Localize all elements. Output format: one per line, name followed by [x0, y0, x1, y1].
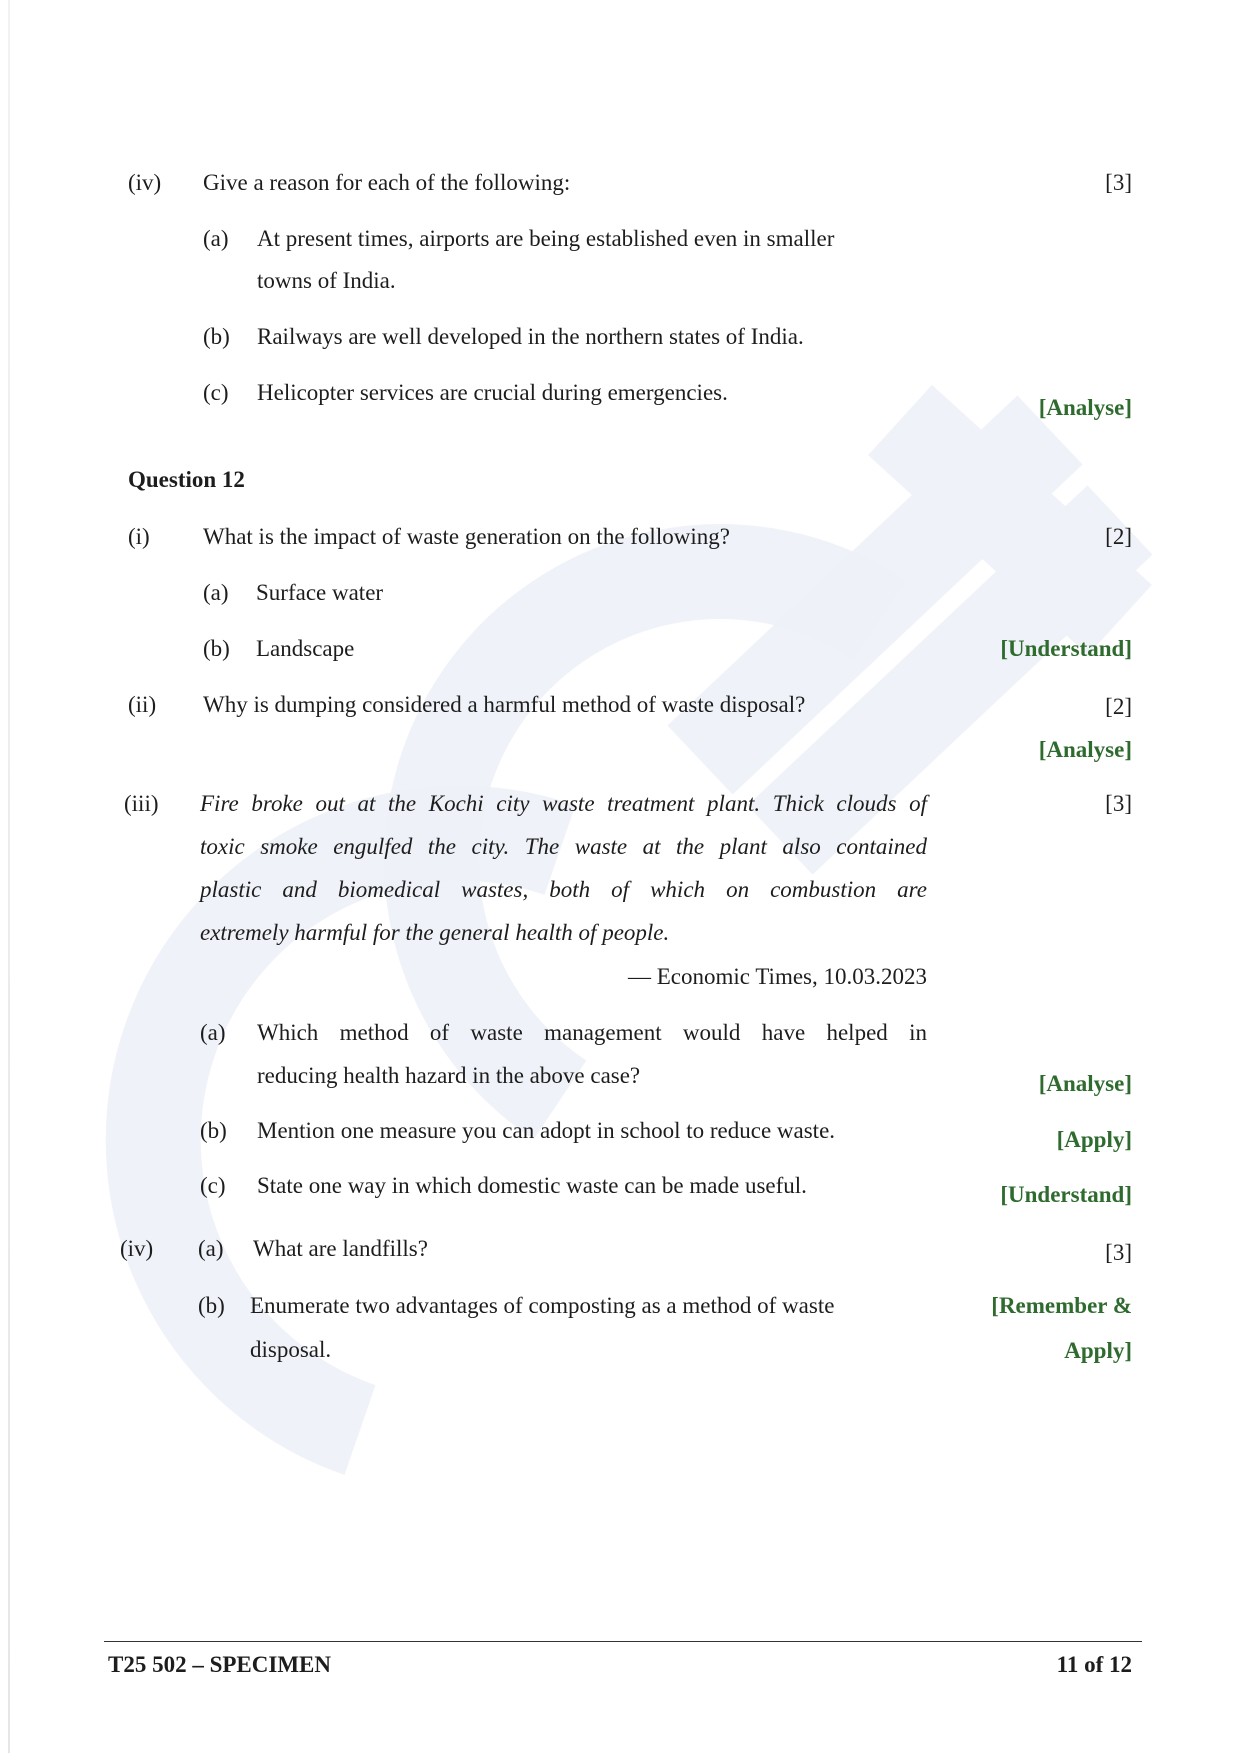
q12-iv-marks: [3] — [1105, 1240, 1132, 1265]
q12-iv-skill-tag-line1: [Remember & — [991, 1293, 1132, 1318]
q12-iii-c-text: State one way in which domestic waste can be made useful. — [257, 1173, 807, 1198]
q12-iii-marks: [3] — [1105, 791, 1132, 816]
q12-heading: Question 12 — [128, 467, 245, 492]
q12-i-question: What is the impact of waste generation on the following? — [203, 524, 730, 549]
q11-iv-a-line1: At present times, airports are being established even in smaller — [257, 226, 835, 251]
q12-ii-question: Why is dumping considered a harmful method of waste disposal? — [203, 692, 806, 717]
page-edge — [8, 0, 10, 1753]
q12-i-a-label: (a) — [203, 580, 229, 605]
q12-iii-c-skill-tag: [Understand] — [1000, 1182, 1132, 1207]
q12-iv-b-line1: Enumerate two advantages of composting as a method of waste — [250, 1293, 835, 1318]
q11-iv-skill-tag: [Analyse] — [1038, 395, 1132, 420]
q12-i-number: (i) — [128, 524, 150, 549]
q12-iv-a-label: (a) — [198, 1236, 224, 1261]
q12-iii-b-text: Mention one measure you can adopt in school to reduce waste. — [257, 1118, 836, 1143]
passage-source: — Economic Times, 10.03.2023 — [627, 964, 927, 989]
passage-line-2: toxic smoke engulfed the city. The waste at the plant also contained — [200, 834, 927, 859]
q12-ii-marks: [2] — [1105, 694, 1132, 719]
q12-iii-a-skill-tag: [Analyse] — [1038, 1071, 1132, 1096]
q12-iii-a-line2: reducing health hazard in the above case? — [257, 1063, 641, 1088]
q12-iii-c-label: (c) — [200, 1173, 226, 1198]
q12-iii-a-line1: Which method of waste management would have helped in — [257, 1020, 927, 1045]
q12-i-marks: [2] — [1105, 524, 1132, 549]
q12-iii-a-label: (a) — [200, 1020, 226, 1045]
q12-ii-number: (ii) — [128, 692, 157, 717]
passage-line-1: Fire broke out at the Kochi city waste treatment plant. Thick clouds of — [200, 791, 927, 816]
q11-iv-b-label: (b) — [203, 324, 230, 349]
q11-iv-c-label: (c) — [203, 380, 229, 405]
footer-page-number: 11 of 12 — [1056, 1652, 1132, 1677]
q11-iv-a-label: (a) — [203, 226, 229, 251]
q12-i-a-text: Surface water — [256, 580, 384, 605]
q12-iv-number: (iv) — [120, 1236, 154, 1261]
q11-iv-question: Give a reason for each of the following: — [203, 170, 571, 195]
q12-i-skill-tag: [Understand] — [1000, 636, 1132, 661]
q12-i-b-label: (b) — [203, 636, 230, 661]
q11-iv-a-line2: towns of India. — [257, 268, 396, 293]
q12-i-b-text: Landscape — [256, 636, 355, 661]
q12-iii-b-label: (b) — [200, 1118, 227, 1143]
q11-iv-b-text: Railways are well developed in the northern states of India. — [257, 324, 804, 349]
q12-iv-b-label: (b) — [198, 1293, 225, 1318]
q12-iii-b-skill-tag: [Apply] — [1056, 1127, 1132, 1152]
q12-iii-number: (iii) — [124, 791, 159, 816]
q12-iv-a-text: What are landfills? — [253, 1236, 428, 1261]
q12-ii-skill-tag: [Analyse] — [1038, 737, 1132, 762]
passage-line-3: plastic and biomedical wastes, both of which on combustion are — [200, 877, 927, 902]
footer-rule — [104, 1641, 1142, 1642]
q12-iv-b-line2: disposal. — [250, 1337, 332, 1362]
footer-paper-code: T25 502 – SPECIMEN — [108, 1652, 331, 1677]
q12-iv-skill-tag-line2: Apply] — [1064, 1338, 1132, 1363]
passage-line-4: extremely harmful for the general health of people. — [200, 920, 670, 945]
q11-iv-marks: [3] — [1105, 170, 1132, 195]
q11-iv-number: (iv) — [128, 170, 162, 195]
q11-iv-c-text: Helicopter services are crucial during emergencies. — [257, 380, 728, 405]
